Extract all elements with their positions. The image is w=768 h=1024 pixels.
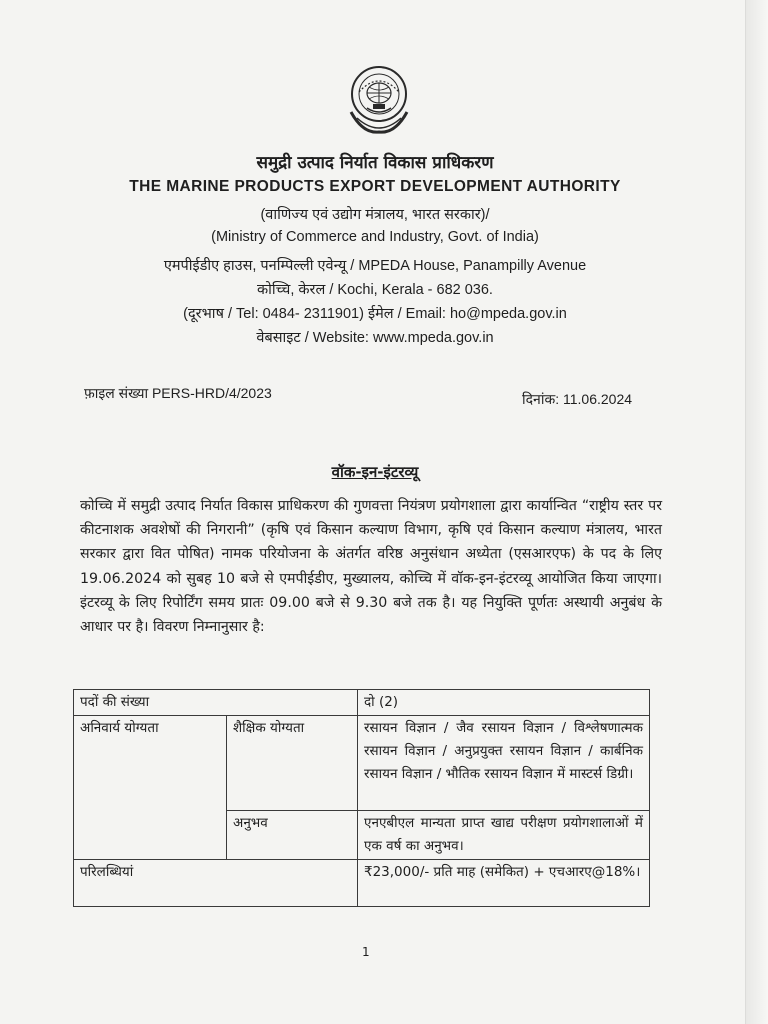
education-value: रसायन विज्ञान / जैव रसायन विज्ञान / विश्लेषणात्मक रसायन विज्ञान / अनुप्रयुक्त रसायन विज्ञान / कार्बनिक रसायन विज्ञान / भौतिक रसायन विज्ञान में मास्टर्स डिग्री। — [358, 716, 650, 811]
table-row — [74, 716, 650, 811]
address-line-2: कोच्चि, केरल / Kochi, Kerala - 682 036. — [257, 282, 493, 298]
posts-label: पदों की संख्या — [74, 690, 358, 716]
experience-value: एनएबीएल मान्यता प्राप्त खाद्य परीक्षण प्रयोगशालाओं में एक वर्ष का अनुभव। — [358, 811, 650, 860]
essential-qualification-label: अनिवार्य योग्यता — [74, 716, 227, 860]
document-date: दिनांक: 11.06.2024 — [522, 391, 633, 407]
contact-line: (दूरभाष / Tel: 0484- 2311901) ईमेल / Email: ho@mpeda.gov.in — [183, 306, 567, 322]
website-line: वेबसाइट / Website: www.mpeda.gov.in — [256, 330, 494, 346]
file-number: फ़ाइल संख्या PERS-HRD/4/2023 — [84, 385, 272, 401]
notice-body: कोच्चि में समुद्री उत्पाद निर्यात विकास प्राधिकरण की गुणवत्ता नियंत्रण प्रयोगशाला द्वारा कार्यान्वित “राष्ट्रीय स्तर पर कीटनाशक अवशेषों की निगरानी” (कृषि एवं किसान कल्याण विभाग, कृषि एवं किसान कल्याण मंत्रालय, भारत सरकार द्वारा वित पोषित) नामक परियोजना के अंतर्गत वरिष्ठ अनुसंधान अध्येता (एसआरएफ) के पद के लिए 19.06.2024 को सुबह 10 बजे से एमपीईडीए, मुख्यालय, कोच्चि में वॉक-इन-इंटरव्यू आयोजित किया जाएगा। इंटरव्यू के लिए रिपोर्टिंग समय प्रातः 09.00 बजे से 9.30 बजे तक है। यह नियुक्ति पूर्णतः अस्थायी अनुबंध के आधार पर है। विवरण निम्नानुसार है: — [80, 498, 662, 636]
education-label: शैक्षिक योग्यता — [227, 716, 358, 811]
experience-label: अनुभव — [227, 811, 358, 860]
org-title-hindi: समुद्री उत्पाद निर्यात विकास प्राधिकरण — [256, 153, 494, 173]
details-table — [73, 689, 650, 907]
posts-value: दो (2) — [358, 690, 650, 716]
org-title-english: THE MARINE PRODUCTS EXPORT DEVELOPMENT AUTHORITY — [129, 178, 621, 195]
address-line-1: एमपीईडीए हाउस, पनम्पिल्ली एवेन्यू / MPEDA House, Panampilly Avenue — [163, 258, 587, 274]
emoluments-label: परिलब्धियां — [74, 860, 358, 907]
notice-title: वॉक-इन-इंटरव्यू — [331, 463, 419, 481]
mpeda-emblem-icon — [343, 62, 415, 138]
table-row — [74, 860, 650, 907]
ministry-english: (Ministry of Commerce and Industry, Govt. of India) — [211, 229, 539, 245]
ministry-hindi: (वाणिज्य एवं उद्योग मंत्रालय, भारत सरकार)/ — [260, 207, 490, 223]
emoluments-value: ₹23,000/- प्रति माह (समेकित) + एचआरए@18%। — [358, 860, 650, 907]
page-number: 1 — [362, 945, 370, 959]
table-row — [74, 690, 650, 716]
